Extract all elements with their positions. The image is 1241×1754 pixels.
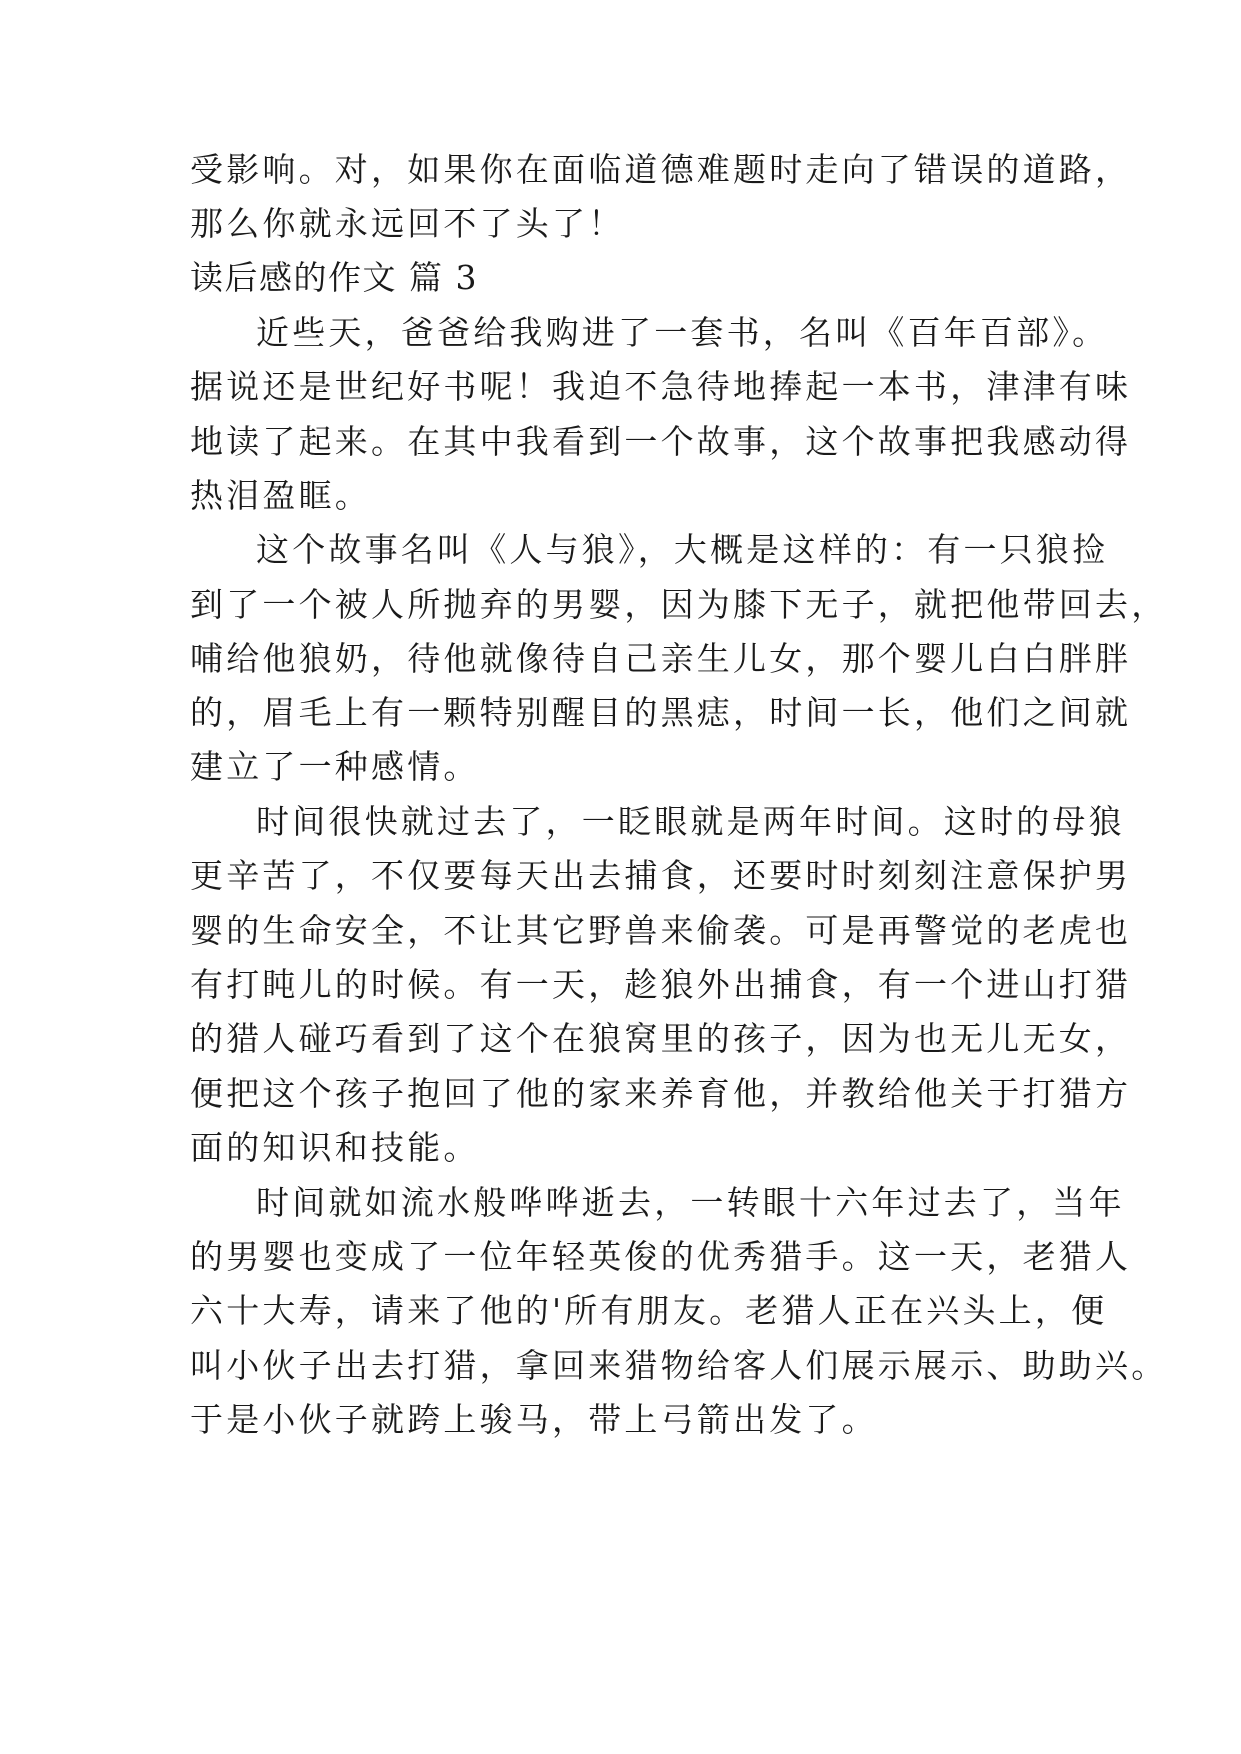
text-line: 叫小伙子出去打猎，拿回来猎物给客人们展示展示、助助兴。 xyxy=(190,1346,1168,1385)
text-line: 的男婴也变成了一位年轻英俊的优秀猎手。这一天，老猎人 xyxy=(190,1237,1132,1276)
text-line: 婴的生命安全，不让其它野兽来偷袭。可是再警觉的老虎也 xyxy=(190,911,1132,950)
paragraph-first-line: 时间很快就过去了，一眨眼就是两年时间。这时的母狼 xyxy=(256,802,1125,841)
text-line: 建立了一种感情。 xyxy=(190,747,480,786)
text-line: 六十大寿，请来了他的'所有朋友。老猎人正在兴头上，便 xyxy=(190,1291,1108,1330)
text-line: 受影响。对，如果你在面临道德难题时走向了错误的道路， xyxy=(190,150,1132,189)
paragraph-first-line: 时间就如流水般哗哗逝去，一转眼十六年过去了，当年 xyxy=(256,1183,1125,1222)
text-line: 哺给他狼奶，待他就像待自己亲生儿女，那个婴儿白白胖胖 xyxy=(190,639,1132,678)
paragraph-first-line: 这个故事名叫《人与狼》，大概是这样的：有一只狼捡 xyxy=(256,530,1109,569)
text-line: 有打盹儿的时候。有一天，趁狼外出捕食，有一个进山打猎 xyxy=(190,965,1132,1004)
text-line: 地读了起来。在其中我看到一个故事，这个故事把我感动得 xyxy=(190,422,1132,461)
text-line: 更辛苦了，不仅要每天出去捕食，还要时时刻刻注意保护男 xyxy=(190,856,1132,895)
text-line: 便把这个孩子抱回了他的家来养育他，并教给他关于打猎方 xyxy=(190,1074,1132,1113)
text-line: 热泪盈眶。 xyxy=(190,476,371,515)
paragraph-first-line: 近些天，爸爸给我购进了一套书，名叫《百年百部》。 xyxy=(256,313,1109,352)
text-line: 的猎人碰巧看到了这个在狼窝里的孩子，因为也无儿无女， xyxy=(190,1019,1132,1058)
text-line: 据说还是世纪好书呢！我迫不急待地捧起一本书，津津有味 xyxy=(190,367,1132,406)
text-line: 那么你就永远回不了头了！ xyxy=(190,204,625,243)
section-heading: 读后感的作文 篇 3 xyxy=(190,258,478,297)
text-line: 到了一个被人所抛弃的男婴，因为膝下无子，就把他带回去， xyxy=(190,585,1168,624)
text-line: 的，眉毛上有一颗特别醒目的黑痣，时间一长，他们之间就 xyxy=(190,693,1132,732)
text-line: 面的知识和技能。 xyxy=(190,1128,480,1167)
text-line: 于是小伙子就跨上骏马，带上弓箭出发了。 xyxy=(190,1400,878,1439)
